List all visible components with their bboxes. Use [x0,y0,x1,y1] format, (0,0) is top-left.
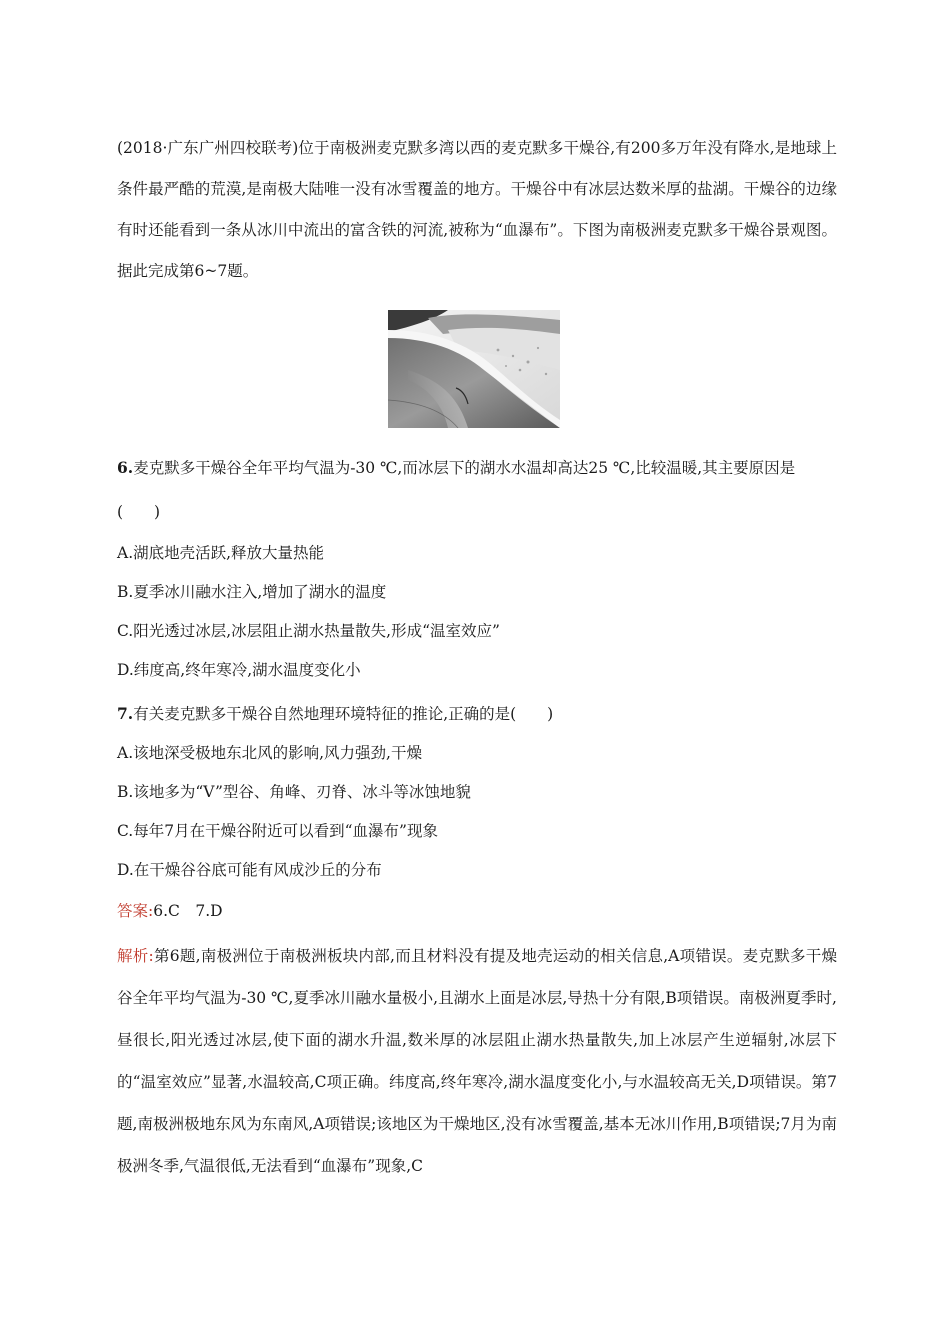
option-b: B.夏季冰川融水注入,增加了湖水的温度 [117,583,387,601]
option-c: C.每年7月在干燥谷附近可以看到“血瀑布”现象 [117,822,438,840]
analysis-label: 解析: [117,947,154,965]
question-text: 有关麦克默多干燥谷自然地理环境特征的推论,正确的是( ) [133,705,554,723]
question-number: 6. [117,458,134,477]
question-6-stem [117,446,837,534]
analysis-text: 第6题,南极洲位于南极洲板块内部,而且材料没有提及地壳运动的相关信息,A项错误。麦克默多干燥谷全年平均气温为-30 ℃,夏季冰川融水量极小,且湖水上面是冰层,导热十分有限,B项错误。南极洲夏季时,昼很长,阳光透过冰层,使下面的湖水升温,数米厚的冰层阻止湖水热量散失,加上冰层产生逆辐射,冰层下的“温室效应”显著,水温较高,C项正确。纬度高,终年寒冷,湖水温度变化小,与水温较高无关,D项错误。第7题,南极洲极地东风为东南风,A项错误;该地区为干燥地区,没有冰雪覆盖,基本无冰川作用,B项错误;7月为南极洲冬季,气温很低,无法看到“血瀑布”现象,C [117,947,837,1175]
option-b: B.该地多为“V”型谷、角峰、刃脊、冰斗等冰蚀地貌 [117,783,471,801]
analysis-paragraph [117,935,837,1187]
dry-valley-photo [388,310,560,428]
question-text: 麦克默多干燥谷全年平均气温为-30 ℃,而冰层下的湖水水温却高达25 ℃,比较温暖,其主要原因是( ) [117,459,796,521]
question-7 [117,694,837,890]
question-6 [117,446,837,690]
option-d: D.在干燥谷谷底可能有风成沙丘的分布 [117,861,382,879]
question-number: 7. [117,704,134,723]
intro-paragraph: (2018·广东广州四校联考)位于南极洲麦克默多湾以西的麦克默多干燥谷,有200多万年没有降水,是地球上条件最严酷的荒漠,是南极大陆唯一没有冰雪覆盖的地方。干燥谷中有冰层达数米厚的盐湖。干燥谷的边缘有时还能看到一条从冰川中流出的富含铁的河流,被称为“血瀑布”。下图为南极洲麦克默多干燥谷景观图。据此完成第6~7题。 [117,139,837,280]
landscape-image [388,310,560,428]
answer-label: 答案: [117,902,154,920]
option-d: D.纬度高,终年寒冷,湖水温度变化小 [117,661,361,679]
question-7-stem [117,694,837,734]
answer-line [117,896,223,926]
option-c: C.阳光透过冰层,冰层阻止湖水热量散失,形成“温室效应” [117,622,500,640]
answer-text: 6.C 7.D [153,902,223,920]
option-a: A.该地深受极地东北风的影响,风力强劲,干燥 [117,744,422,762]
option-a: A.湖底地壳活跃,释放大量热能 [117,544,325,562]
